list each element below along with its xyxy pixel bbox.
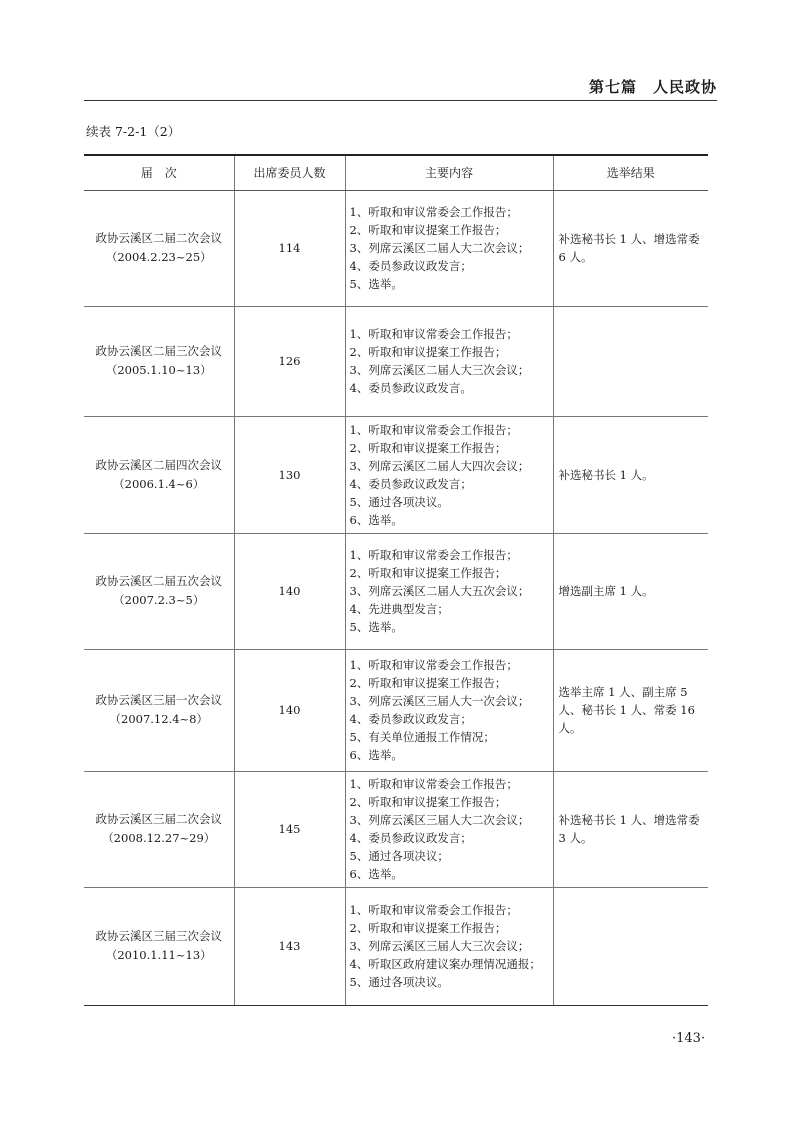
content-item: 3、列席云溪区二届人大三次会议； xyxy=(349,363,530,377)
content-item: 4、委员参政议政发言。 xyxy=(349,381,472,395)
header-session: 届 次 xyxy=(84,155,234,190)
content-item: 2、听取和审议提案工作报告； xyxy=(349,921,507,935)
header-result: 选举结果 xyxy=(553,155,708,190)
election-result: 补选秘书长 1 人、增选常委 6 人。 xyxy=(553,190,708,306)
header-count: 出席委员人数 xyxy=(234,155,345,190)
content-item: 4、先进典型发言； xyxy=(349,602,449,616)
content-item: 5、有关单位通报工作情况； xyxy=(349,730,495,744)
session-dates: （2007.12.4~8） xyxy=(109,712,208,726)
content-item: 1、听取和审议常委会工作报告； xyxy=(349,658,518,672)
content-item: 3、列席云溪区二届人大二次会议； xyxy=(349,241,530,255)
election-result: 补选秘书长 1 人、增选常委 3 人。 xyxy=(553,771,708,887)
content-cell xyxy=(345,533,553,649)
session-name: 政协云溪区三届一次会议 xyxy=(95,693,222,707)
session-name: 政协云溪区二届三次会议 xyxy=(95,344,222,358)
session-name: 政协云溪区三届三次会议 xyxy=(95,929,222,943)
content-item: 1、听取和审议常委会工作报告； xyxy=(349,548,518,562)
table-row xyxy=(84,887,708,1005)
election-result: 补选秘书长 1 人。 xyxy=(553,416,708,533)
content-item: 4、委员参政议政发言； xyxy=(349,831,472,845)
attendee-count: 114 xyxy=(234,190,345,306)
content-item: 5、选举。 xyxy=(349,620,403,634)
content-item: 1、听取和审议常委会工作报告； xyxy=(349,205,518,219)
content-item: 3、列席云溪区二届人大五次会议； xyxy=(349,584,530,598)
session-name: 政协云溪区二届四次会议 xyxy=(95,457,222,472)
content-item: 1、听取和审议常委会工作报告； xyxy=(349,422,518,437)
table-row xyxy=(84,771,708,887)
session-name: 政协云溪区二届五次会议 xyxy=(95,574,222,588)
session-name: 政协云溪区二届二次会议 xyxy=(95,231,222,245)
content-item: 5、通过各项决议。 xyxy=(349,975,449,989)
content-item: 2、听取和审议提案工作报告； xyxy=(349,676,507,690)
session-cell xyxy=(84,533,234,649)
content-item: 5、通过各项决议。 xyxy=(349,494,449,509)
content-cell xyxy=(345,306,553,416)
content-item: 6、选举。 xyxy=(349,512,403,527)
election-result xyxy=(553,306,708,416)
session-cell xyxy=(84,887,234,1005)
content-cell xyxy=(345,887,553,1005)
attendee-count: 140 xyxy=(234,533,345,649)
content-cell xyxy=(345,771,553,887)
table-row xyxy=(84,533,708,649)
attendee-count: 143 xyxy=(234,887,345,1005)
session-cell xyxy=(84,416,234,533)
table-row xyxy=(84,190,708,306)
content-item: 2、听取和审议提案工作报告； xyxy=(349,345,507,359)
content-item: 3、列席云溪区三届人大三次会议； xyxy=(349,939,530,953)
content-item: 6、选举。 xyxy=(349,867,403,881)
content-item: 4、委员参政议政发言； xyxy=(349,259,472,273)
content-item: 3、列席云溪区三届人大一次会议； xyxy=(349,694,530,708)
attendee-count: 130 xyxy=(234,416,345,533)
content-item: 2、听取和审议提案工作报告； xyxy=(349,566,507,580)
table-caption: 续表 7-2-1（2） xyxy=(86,124,181,139)
content-item: 1、听取和审议常委会工作报告； xyxy=(349,327,518,341)
content-item: 2、听取和审议提案工作报告； xyxy=(349,795,507,809)
table-header-row xyxy=(84,155,708,190)
content-item: 2、听取和审议提案工作报告； xyxy=(349,223,507,237)
session-dates: （2010.1.11~13） xyxy=(105,948,212,962)
content-item: 6、选举。 xyxy=(349,748,403,762)
content-item: 5、选举。 xyxy=(349,277,403,291)
table-row xyxy=(84,649,708,771)
content-item: 4、委员参政议政发言； xyxy=(349,712,472,726)
attendee-count: 140 xyxy=(234,649,345,771)
election-result: 选举主席 1 人、副主席 5 人、秘书长 1 人、常委 16 人。 xyxy=(553,649,708,771)
session-cell xyxy=(84,649,234,771)
content-item: 4、听取区政府建议案办理情况通报； xyxy=(349,957,541,971)
session-dates: （2006.1.4~6） xyxy=(113,476,205,491)
session-name: 政协云溪区三届二次会议 xyxy=(95,812,222,826)
content-item: 4、委员参政议政发言； xyxy=(349,476,472,491)
content-item: 5、通过各项决议； xyxy=(349,849,449,863)
content-cell xyxy=(345,649,553,771)
election-result: 增选副主席 1 人。 xyxy=(553,533,708,649)
session-dates: （2008.12.27~29） xyxy=(102,831,216,845)
session-dates: （2007.2.3~5） xyxy=(113,593,205,607)
page-number: ·143· xyxy=(672,1031,706,1046)
election-result xyxy=(553,887,708,1005)
table-row xyxy=(84,416,708,533)
header-content: 主要内容 xyxy=(345,155,553,190)
section-title: 第七篇 人民政协 xyxy=(588,78,717,96)
table-row xyxy=(84,306,708,416)
session-cell xyxy=(84,306,234,416)
content-cell xyxy=(345,190,553,306)
attendee-count: 126 xyxy=(234,306,345,416)
content-item: 3、列席云溪区三届人大二次会议； xyxy=(349,813,530,827)
session-cell xyxy=(84,190,234,306)
content-item: 1、听取和审议常委会工作报告； xyxy=(349,903,518,917)
session-cell xyxy=(84,771,234,887)
attendee-count: 145 xyxy=(234,771,345,887)
content-item: 3、列席云溪区二届人大四次会议； xyxy=(349,458,530,473)
content-item: 2、听取和审议提案工作报告； xyxy=(349,440,507,455)
session-dates: （2004.2.23~25） xyxy=(105,250,212,264)
sessions-table xyxy=(84,154,708,1006)
session-dates: （2005.1.10~13） xyxy=(105,363,212,377)
content-item: 1、听取和审议常委会工作报告； xyxy=(349,777,518,791)
content-cell xyxy=(345,416,553,533)
header-divider xyxy=(84,100,717,101)
